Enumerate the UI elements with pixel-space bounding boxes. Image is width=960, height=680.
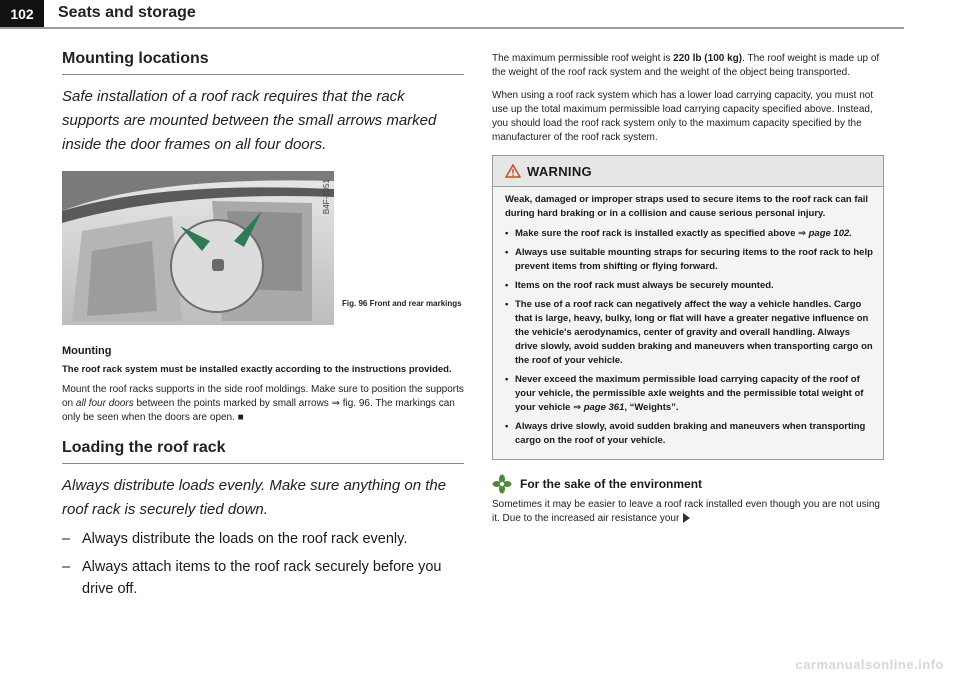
roof-weight-value: 220 lb (100 kg) (673, 53, 743, 64)
loading-steps (62, 528, 464, 600)
mounting-body (62, 383, 464, 425)
page-reference: ⇒ page 102. (798, 228, 852, 239)
loading-step: – Always distribute the loads on the roof rack evenly. (62, 528, 464, 550)
page-header (0, 0, 960, 40)
warning-item-text: Never exceed the maximum permissible load carrying capacity of the roof of your vehicle, the permissible axle weights and the permissible total weight of your vehicle (515, 374, 864, 413)
warning-triangle-icon (505, 164, 521, 178)
loading-step: – Always attach items to the roof rack securely before you drive off. (62, 556, 464, 600)
heading-rule (62, 74, 464, 75)
warning-item: • Always drive slowly, avoid sudden braking and maneuvers when transporting cargo on the roof of your vehicle. (505, 420, 875, 448)
mounting-locations-heading: Mounting locations (62, 50, 209, 67)
roof-weight-paragraph (492, 52, 884, 80)
loading-intro: Always distribute loads evenly. Make sure anything on the roof rack is securely tied down. (62, 477, 447, 518)
door-frame-illustration (62, 171, 334, 325)
warning-header (493, 156, 883, 187)
figure-code: B4F-2051 (322, 179, 331, 215)
warning-item: • The use of a roof rack can negatively affect the way a vehicle handles. Cargo that is large, heavy, bulky, long or flat will have a greater negative influence on the vehicle's aerodynamics, center of gravity and overall handling. Always drive slowly, avoid sudden braking and maneuvers when transporting cargo on the roof of your vehicle. (505, 298, 875, 368)
warning-item: • Always use suitable mounting straps for securing items to the roof rack to help prevent items from shifting or flying forward. (505, 246, 875, 274)
page-number: 102 (0, 0, 44, 28)
right-column (492, 52, 884, 526)
warning-item (505, 373, 875, 415)
mounting-intro: Safe installation of a roof rack requires that the rack supports are mounted between the small arrows marked inside the door frames on all four doors. (62, 88, 437, 153)
watermark: carmanualsonline.info (795, 657, 944, 672)
mounting-subheading: Mounting (62, 345, 112, 357)
mounting-body-text-end: between the points marked by small arrows ⇒ fig. 96. The markings can only be seen when the doors are open. ■ (62, 398, 455, 423)
mounting-body-text: Mount the roof racks supports in the side roof moldings. Make sure to position the supports on (62, 384, 464, 409)
capacity-paragraph: When using a roof rack system which has a lower load carrying capacity, you must not use up the total maximum permissible load carrying capacity specified above. Instead, you should load the roof rack system only to the maximum capacity specified by the manufacturer of the roof rack system. (492, 90, 874, 143)
warning-item-text-end: , “Weights”. (624, 402, 679, 413)
figure-door-frame-markings (62, 171, 334, 325)
environment-text (492, 498, 884, 526)
mounting-body-emphasis: all four doors (75, 398, 134, 409)
warning-item-text: Make sure the roof rack is installed exactly as specified above (515, 228, 799, 239)
header-divider (0, 27, 904, 29)
warning-item (505, 227, 875, 241)
continue-arrow-icon (683, 513, 690, 523)
roof-weight-text-end: . The roof weight is made up of the weight of the roof rack system and the weight of the object being transported. (492, 53, 880, 78)
environment-header (492, 474, 884, 494)
heading-rule (62, 463, 464, 464)
left-column (62, 50, 464, 606)
warning-list (505, 227, 875, 448)
warning-title: WARNING (527, 163, 592, 179)
figure-row (62, 171, 464, 329)
figure-caption: Fig. 96 Front and rear markings (342, 299, 462, 308)
loading-heading: Loading the roof rack (62, 439, 226, 456)
section-title: Seats and storage (58, 4, 196, 21)
warning-box (492, 155, 884, 460)
environment-text-body: Sometimes it may be easier to leave a roof rack installed even though you are not using it. Due to the increased air resistance your (492, 499, 880, 524)
environment-title: For the sake of the environment (520, 477, 703, 491)
page-reference: ⇒ page 361 (573, 402, 625, 413)
warning-item: • Items on the roof rack must always be securely mounted. (505, 279, 875, 293)
roof-weight-text: The maximum permissible roof weight is (492, 53, 674, 64)
leaf-icon (492, 474, 512, 494)
warning-body (493, 187, 883, 459)
warning-intro: Weak, damaged or improper straps used to secure items to the roof rack can fail during hard braking or in a collision and cause serious personal injury. (505, 194, 869, 219)
mounting-instruction: The roof rack system must be installed exactly according to the instructions provided. (62, 364, 452, 375)
